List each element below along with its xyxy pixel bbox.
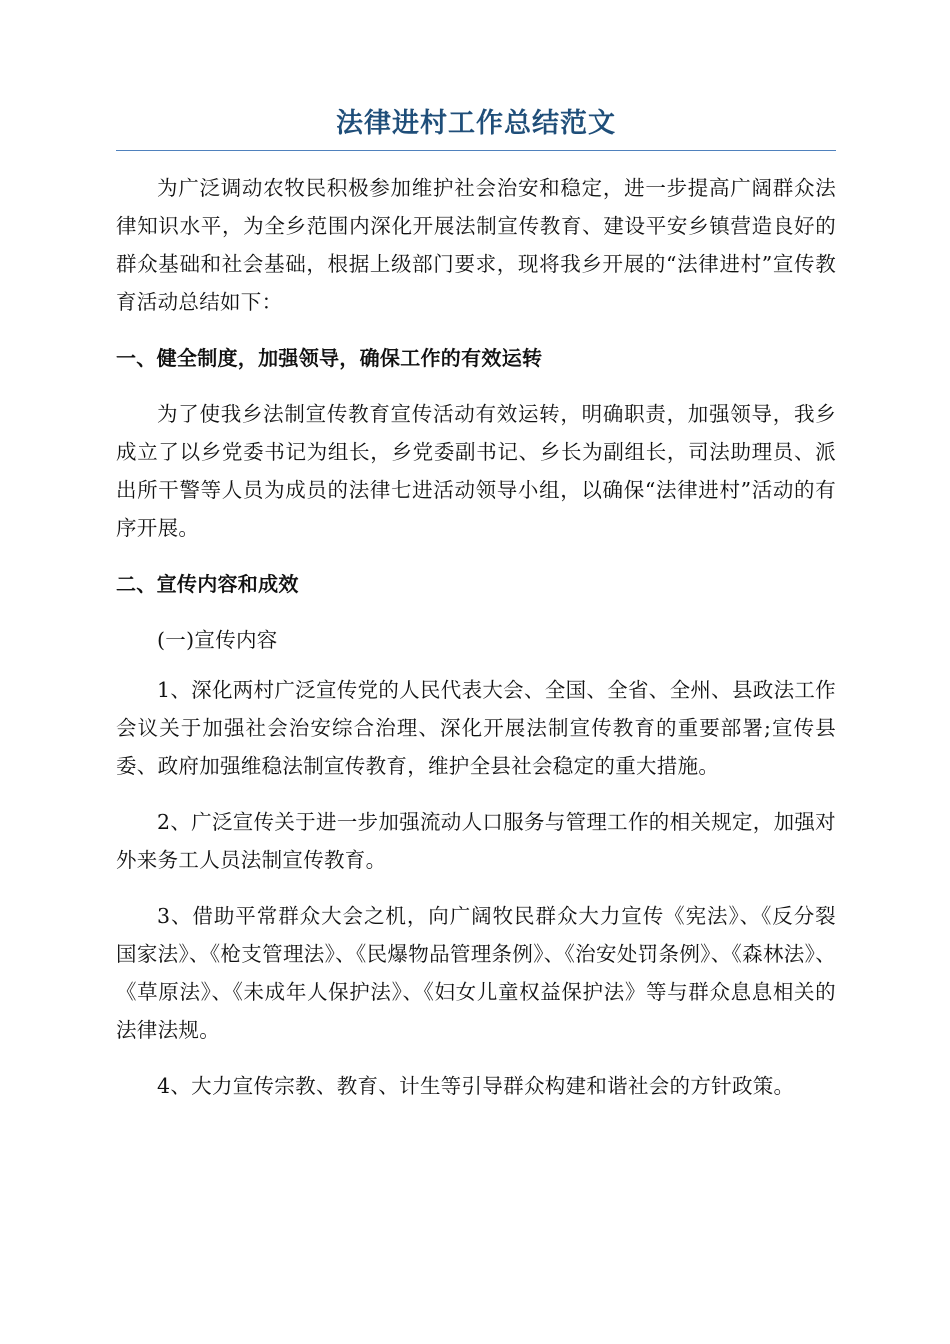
section-2-heading: 二、宣传内容和成效 <box>116 572 299 597</box>
list-item-1: 1、深化两村广泛宣传党的人民代表大会、全国、全省、全州、县政法工作会议关于加强社会治安综合治理、深化开展法制宣传教育的重要部署;宣传县委、政府加强维稳法制宣传教育，维护全县社会稳定的重大措施。 <box>116 678 836 779</box>
list-item-2: 2、广泛宣传关于进一步加强流动人口服务与管理工作的相关规定，加强对外来务工人员法制宣传教育。 <box>116 810 836 873</box>
list-item-4: 4、大力宣传宗教、教育、计生等引导群众构建和谐社会的方针政策。 <box>157 1074 795 1099</box>
section-1-paragraph: 为了使我乡法制宣传教育宣传活动有效运转，明确职责，加强领导，我乡成立了以乡党委书记为组长，乡党委副书记、乡长为副组长，司法助理员、派出所干警等人员为成员的法律七进活动领导小组，以确保“法律进村”活动的有序开展。 <box>116 402 836 541</box>
intro-paragraph: 为广泛调动农牧民积极参加维护社会治安和稳定，进一步提高广阔群众法律知识水平，为全乡范围内深化开展法制宣传教育、建设平安乡镇营造良好的群众基础和社会基础，根据上级部门要求，现将我乡开展的“法律进村”宣传教育活动总结如下： <box>116 176 836 315</box>
document-title: 法律进村工作总结范文 <box>116 108 836 151</box>
list-item-3: 3、借助平常群众大会之机，向广阔牧民群众大力宣传《宪法》、《反分裂国家法》、《枪支管理法》、《民爆物品管理条例》、《治安处罚条例》、《森林法》、《草原法》、《未成年人保护法》、《妇女儿童权益保护法》等与群众息息相关的法律法规。 <box>116 904 836 1043</box>
section-2-subheading: (一)宣传内容 <box>157 628 278 653</box>
section-1-heading: 一、健全制度，加强领导，确保工作的有效运转 <box>116 346 543 371</box>
document-body <box>116 169 836 1105</box>
document-page <box>116 108 836 1123</box>
